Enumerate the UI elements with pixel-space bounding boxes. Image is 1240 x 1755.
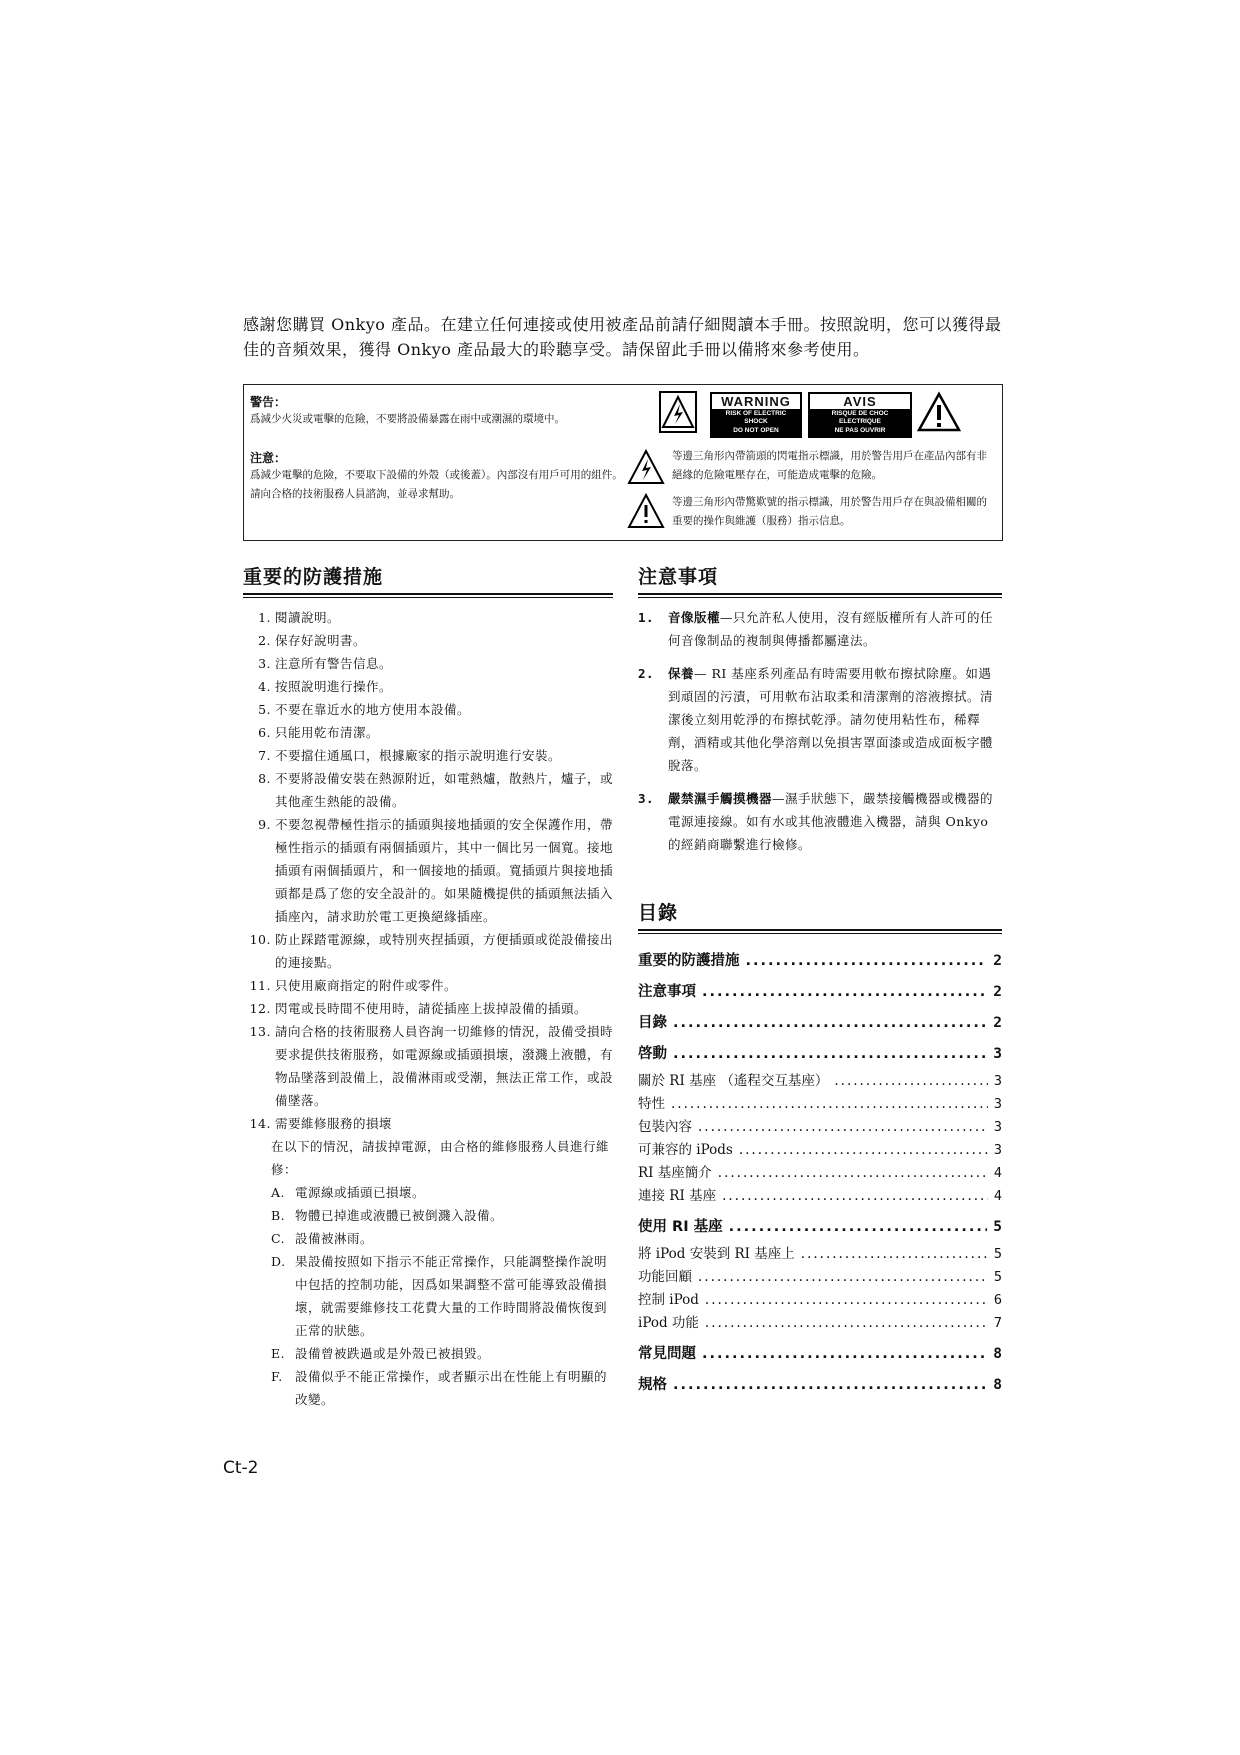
avis-sign-sub2: NE PAS OUVRIR <box>810 426 910 436</box>
safety-subitem-text: 電源線或插頭已損壞。 <box>295 1185 426 1200</box>
safety-item-text: 需要維修服務的損壞 <box>275 1116 393 1131</box>
safety-subitem-letter: B. <box>271 1208 286 1223</box>
toc-subentry-title: 連接 RI 基座 <box>638 1188 717 1204</box>
safety-item-number: 10. <box>249 932 271 947</box>
safety-item-text: 注意所有警告信息。 <box>275 656 393 671</box>
toc-subentry[interactable] <box>638 1070 1002 1093</box>
avis-sign-sub1: RISQUE DE CHOC ELECTRIQUE <box>810 409 910 426</box>
safety-item-number: 14. <box>249 1116 271 1131</box>
toc-subentry[interactable] <box>638 1243 1002 1266</box>
toc-entry-page: 8 <box>993 1346 1002 1362</box>
safety-subitem-text: 設備似乎不能正常操作，或者顯示出在性能上有明顯的改變。 <box>295 1369 608 1407</box>
toc-subentry-page: 6 <box>993 1292 1002 1308</box>
toc-subentry-title: 可兼容的 iPods <box>638 1142 733 1158</box>
caution-text: 爲減少電擊的危險，不要取下設備的外殼（或後蓋）。內部沒有用戶可用的組件。請向合格的技術服務人員諮詢，並尋求幫助。 <box>250 469 623 500</box>
safety-heading-rule-thin <box>243 597 613 598</box>
safety-section <box>243 562 613 1411</box>
toc-entry-title: 規格 <box>638 1377 667 1393</box>
avis-sign-title: AVIS <box>843 394 877 409</box>
toc-subentry-title: 將 iPod 安裝到 RI 基座上 <box>638 1246 795 1262</box>
safety-item <box>243 744 613 767</box>
safety-item-text: 閃電或長時間不使用時，請從插座上拔掉設備的插頭。 <box>275 1001 588 1016</box>
toc-leader-dots <box>739 1139 988 1162</box>
notes-item-title: 音像版權 <box>668 610 721 625</box>
safety-item <box>243 721 613 744</box>
safety-subitem <box>271 1250 613 1342</box>
safety-item <box>243 652 613 675</box>
toc-subentry-page: 3 <box>993 1142 1002 1158</box>
toc-subentry-title: RI 基座簡介 <box>638 1165 712 1181</box>
safety-item <box>243 606 613 629</box>
exclamation-symbol-text: 等邊三角形內帶驚歎號的指示標識，用於警告用戶存在與設備相關的重要的操作與維護（服務）指示信息。 <box>672 496 987 527</box>
notes-item-number: 2. <box>638 666 655 681</box>
exclamation-small-triangle-icon <box>627 493 665 529</box>
safety-item-number: 1. <box>258 610 271 625</box>
exclamation-triangle-icon <box>916 391 962 433</box>
safety-item <box>243 997 613 1020</box>
safety-subitem-letter: E. <box>271 1346 286 1361</box>
toc-entry-page: 5 <box>993 1219 1002 1235</box>
toc-subentry-title: 功能回顧 <box>638 1269 692 1285</box>
safety-item-number: 8. <box>258 771 271 786</box>
notes-item-body <box>668 606 1002 652</box>
safety-item-text: 只能用乾布清潔。 <box>275 725 380 740</box>
notes-item <box>638 662 1002 777</box>
intro-paragraph: 感謝您購買 Onkyo 產品。在建立任何連接或使用被產品前請仔細閱讀本手冊。按照說明，您可以獲得最佳的音頻效果，獲得 Onkyo 產品最大的聆聽享受。請保留此手冊以備將來參考使用。 <box>243 315 1002 359</box>
safety-item-text: 保存好說明書。 <box>275 633 367 648</box>
toc-entry-title: 使用 RI 基座 <box>638 1219 723 1235</box>
toc-subentry-page: 4 <box>993 1188 1002 1204</box>
toc-leader-dots <box>746 946 988 977</box>
toc-subentry-page: 5 <box>993 1269 1002 1285</box>
toc-leader-dots <box>671 1093 988 1116</box>
notes-item-text: —只允許私人使用，沒有經版權所有人許可的任何音像制品的複制與傳播都屬違法。 <box>668 610 994 648</box>
toc-entry[interactable] <box>638 1339 1002 1370</box>
safety-item-number: 13. <box>249 1024 271 1039</box>
notes-item <box>638 787 1002 856</box>
warning-label: 警告： <box>250 395 287 409</box>
lightning-square-icon <box>659 391 697 433</box>
lightning-triangle-icon <box>627 449 665 485</box>
safety-item <box>243 767 613 813</box>
toc-entry-page: 2 <box>993 984 1002 1000</box>
toc-leader-dots <box>702 1339 987 1370</box>
safety-subitem-text: 設備曾被跌過或是外殼已被損毀。 <box>295 1346 491 1361</box>
toc-subentry-title: 特性 <box>638 1096 665 1112</box>
safety-subitem <box>271 1181 613 1204</box>
safety-subitem-letter: D. <box>271 1254 286 1269</box>
safety-item-text: 不要擋住通風口，根據廠家的指示說明進行安裝。 <box>275 748 562 763</box>
warning-box <box>243 384 1003 541</box>
notes-item-text: —濕手狀態下，嚴禁接觸機器或機器的電源連接線。如有水或其他液體進入機器，請與 Onkyo 的經銷商聯繫進行檢修。 <box>668 791 994 852</box>
toc-leader-dots <box>834 1070 987 1093</box>
safety-item <box>243 1112 613 1135</box>
toc-leader-dots <box>801 1243 988 1266</box>
toc-subentry-title: 關於 RI 基座 （遙程交互基座） <box>638 1073 829 1089</box>
warning-section <box>250 393 630 429</box>
toc-section <box>638 898 1002 1401</box>
page-number: Ct-2 <box>223 1458 259 1478</box>
safety-item-number: 6. <box>258 725 271 740</box>
toc-leader-dots <box>705 1289 988 1312</box>
toc-entry[interactable] <box>638 1008 1002 1039</box>
caution-section <box>250 449 630 504</box>
toc-subentry-page: 5 <box>993 1246 1002 1262</box>
safety-subitem-letter: A. <box>271 1185 286 1200</box>
avis-sign <box>808 392 912 438</box>
safety-item-number: 4. <box>258 679 271 694</box>
warning-text: 爲減少火災或電擊的危險，不要將設備暴露在雨中或潮濕的環境中。 <box>250 413 565 425</box>
toc-subentry-page: 3 <box>993 1119 1002 1135</box>
toc-subentry[interactable] <box>638 1116 1002 1139</box>
toc-entry-page: 2 <box>993 953 1002 969</box>
toc-leader-dots <box>673 1008 987 1039</box>
safety-item-number: 7. <box>258 748 271 763</box>
notes-item-body <box>668 662 1002 777</box>
toc-subentry-title: 控制 iPod <box>638 1292 699 1308</box>
toc-subentry[interactable] <box>638 1185 1002 1208</box>
toc-leader-dots <box>718 1162 988 1185</box>
caution-label: 注意： <box>250 451 287 465</box>
safety-item-text: 按照說明進行操作。 <box>275 679 393 694</box>
safety-item-text: 請向合格的技術服務人員咨詢一切維修的情況，設備受損時要求提供技術服務，如電源線或插頭損壞，潑濺上液體，有物品墜落到設備上，設備淋雨或受潮，無法正常工作，或設備墜落。 <box>275 1024 614 1108</box>
notes-heading-rule-thin <box>638 597 1002 598</box>
toc-subentry[interactable] <box>638 1266 1002 1289</box>
safety-item-text: 不要在靠近水的地方使用本設備。 <box>275 702 471 717</box>
toc-subentry[interactable] <box>638 1093 1002 1116</box>
toc-heading-rule-thin <box>638 933 1002 934</box>
warning-sign-sub1: RISK OF ELECTRIC SHOCK <box>712 409 800 426</box>
safety-item <box>243 675 613 698</box>
toc-subentry-page: 7 <box>993 1315 1002 1331</box>
safety-item-text: 只使用廠商指定的附件或零件。 <box>275 978 458 993</box>
safety-subitem <box>271 1365 613 1411</box>
toc-leader-dots <box>702 977 987 1008</box>
safety-item-number: 12. <box>249 1001 271 1016</box>
notes-item-number: 3. <box>638 791 655 806</box>
safety-list <box>243 606 613 1411</box>
safety-item-text: 不要忽視帶極性指示的插頭與接地插頭的安全保護作用，帶極性指示的插頭有兩個插頭片，其中一個比另一個寬。接地插頭有兩個插頭片，和一個接地的插頭。寬插頭片與接地插頭都是爲了您的安全設計的。如果隨機提供的插頭無法插入插座內，請求助於電工更換絕緣插座。 <box>275 817 614 924</box>
toc-entry-title: 重要的防護措施 <box>638 953 740 969</box>
lightning-symbol-text: 等邊三角形內帶箭頭的閃電指示標識，用於警告用戶在產品內部有非絕緣的危險電壓存在，可能造成電擊的危險。 <box>672 450 987 481</box>
toc-entry[interactable] <box>638 1212 1002 1243</box>
toc-entry-title: 注意事項 <box>638 984 696 1000</box>
toc-leader-dots <box>673 1370 987 1401</box>
toc-entry[interactable] <box>638 1039 1002 1070</box>
toc-subentry-title: iPod 功能 <box>638 1315 699 1331</box>
toc-leader-dots <box>705 1312 988 1335</box>
safety-item <box>243 629 613 652</box>
toc-entry-title: 常見問題 <box>638 1346 696 1362</box>
warning-sign <box>710 392 802 438</box>
notes-item-title: 保養 <box>668 666 695 681</box>
toc-leader-dots <box>673 1039 987 1070</box>
toc-subentry-page: 4 <box>993 1165 1002 1181</box>
safety-item-number: 2. <box>258 633 271 648</box>
safety-item-number: 5. <box>258 702 271 717</box>
safety-subitem-text: 物體已掉進或液體已被倒濺入設備。 <box>295 1208 504 1223</box>
notes-list <box>638 606 1002 856</box>
safety-item-number: 3. <box>258 656 271 671</box>
safety-subitem-text: 果設備按照如下指示不能正常操作，只能調整操作說明中包括的控制功能，因爲如果調整不當可能導致設備損壞，就需要維修技工花費大量的工作時間將設備恢復到正常的狀態。 <box>295 1254 608 1338</box>
notes-heading-rule <box>638 593 1002 595</box>
safety-item-text: 閱讀說明。 <box>275 610 341 625</box>
toc-subentry-page: 3 <box>993 1096 1002 1112</box>
safety-item <box>243 698 613 721</box>
notes-section <box>638 562 1002 866</box>
toc-entry-page: 8 <box>993 1377 1002 1393</box>
safety-item <box>243 928 613 974</box>
toc-entry-title: 目錄 <box>638 1015 667 1031</box>
toc-entry-title: 啓動 <box>638 1046 667 1062</box>
toc-subentry-title: 包裝內容 <box>638 1119 692 1135</box>
safety-item14-intro: 在以下的情況，請拔掉電源，由合格的維修服務人員進行維修： <box>271 1139 610 1177</box>
toc-leader-dots <box>722 1185 988 1208</box>
toc-entry-page: 2 <box>993 1015 1002 1031</box>
safety-heading: 重要的防護措施 <box>243 566 384 588</box>
warning-sign-title: WARNING <box>721 394 791 409</box>
safety-heading-rule <box>243 593 613 595</box>
notes-item <box>638 606 1002 652</box>
toc-subentry-page: 3 <box>993 1073 1002 1089</box>
warning-sign-sub2: DO NOT OPEN <box>712 426 800 436</box>
safety-item <box>243 813 613 928</box>
toc-entry[interactable] <box>638 1370 1002 1401</box>
toc-leader-dots <box>698 1116 988 1139</box>
notes-item-title: 嚴禁濕手觸摸機器 <box>668 791 773 806</box>
safety-item <box>243 1020 613 1112</box>
toc-subentry[interactable] <box>638 1289 1002 1312</box>
toc-subentry[interactable] <box>638 1139 1002 1162</box>
toc-leader-dots <box>729 1212 988 1243</box>
notes-item-body <box>668 787 1002 856</box>
toc-list <box>638 946 1002 1401</box>
safety-subitem <box>271 1204 613 1227</box>
toc-subentry[interactable] <box>638 1162 1002 1185</box>
safety-item-text: 不要將設備安裝在熱源附近，如電熱爐，散熱片，爐子，或其他產生熱能的設備。 <box>275 771 614 809</box>
safety-subitem-text: 設備被淋雨。 <box>295 1231 374 1246</box>
notes-item-text: — RI 基座系列產品有時需要用軟布擦拭除塵。如遇到頑固的污漬，可用軟布沾取柔和清潔劑的溶液擦拭。清潔後立刻用乾淨的布擦拭乾淨。請勿使用粘性布，稀釋劑，酒精或其他化學溶劑以免損害罩面漆或造成面板字體脫落。 <box>668 666 994 773</box>
toc-heading-rule <box>638 929 1002 931</box>
toc-leader-dots <box>698 1266 988 1289</box>
safety-subitem-letter: C. <box>271 1231 286 1246</box>
notes-heading: 注意事項 <box>638 566 719 588</box>
safety-item-number: 9. <box>258 817 271 832</box>
toc-heading: 目錄 <box>638 902 679 924</box>
safety-item-number: 11. <box>249 978 271 993</box>
toc-entry[interactable] <box>638 977 1002 1008</box>
toc-subentry[interactable] <box>638 1312 1002 1335</box>
notes-item-number: 1. <box>638 610 655 625</box>
toc-entry-page: 3 <box>993 1046 1002 1062</box>
safety-item <box>243 974 613 997</box>
safety-subitem-letter: F. <box>271 1369 283 1384</box>
safety-subitem <box>271 1227 613 1250</box>
safety-subitem <box>271 1342 613 1365</box>
toc-entry[interactable] <box>638 946 1002 977</box>
safety-item-text: 防止踩踏電源線，或特別夾捏插頭，方便插頭或從設備接出的連接點。 <box>275 932 614 970</box>
